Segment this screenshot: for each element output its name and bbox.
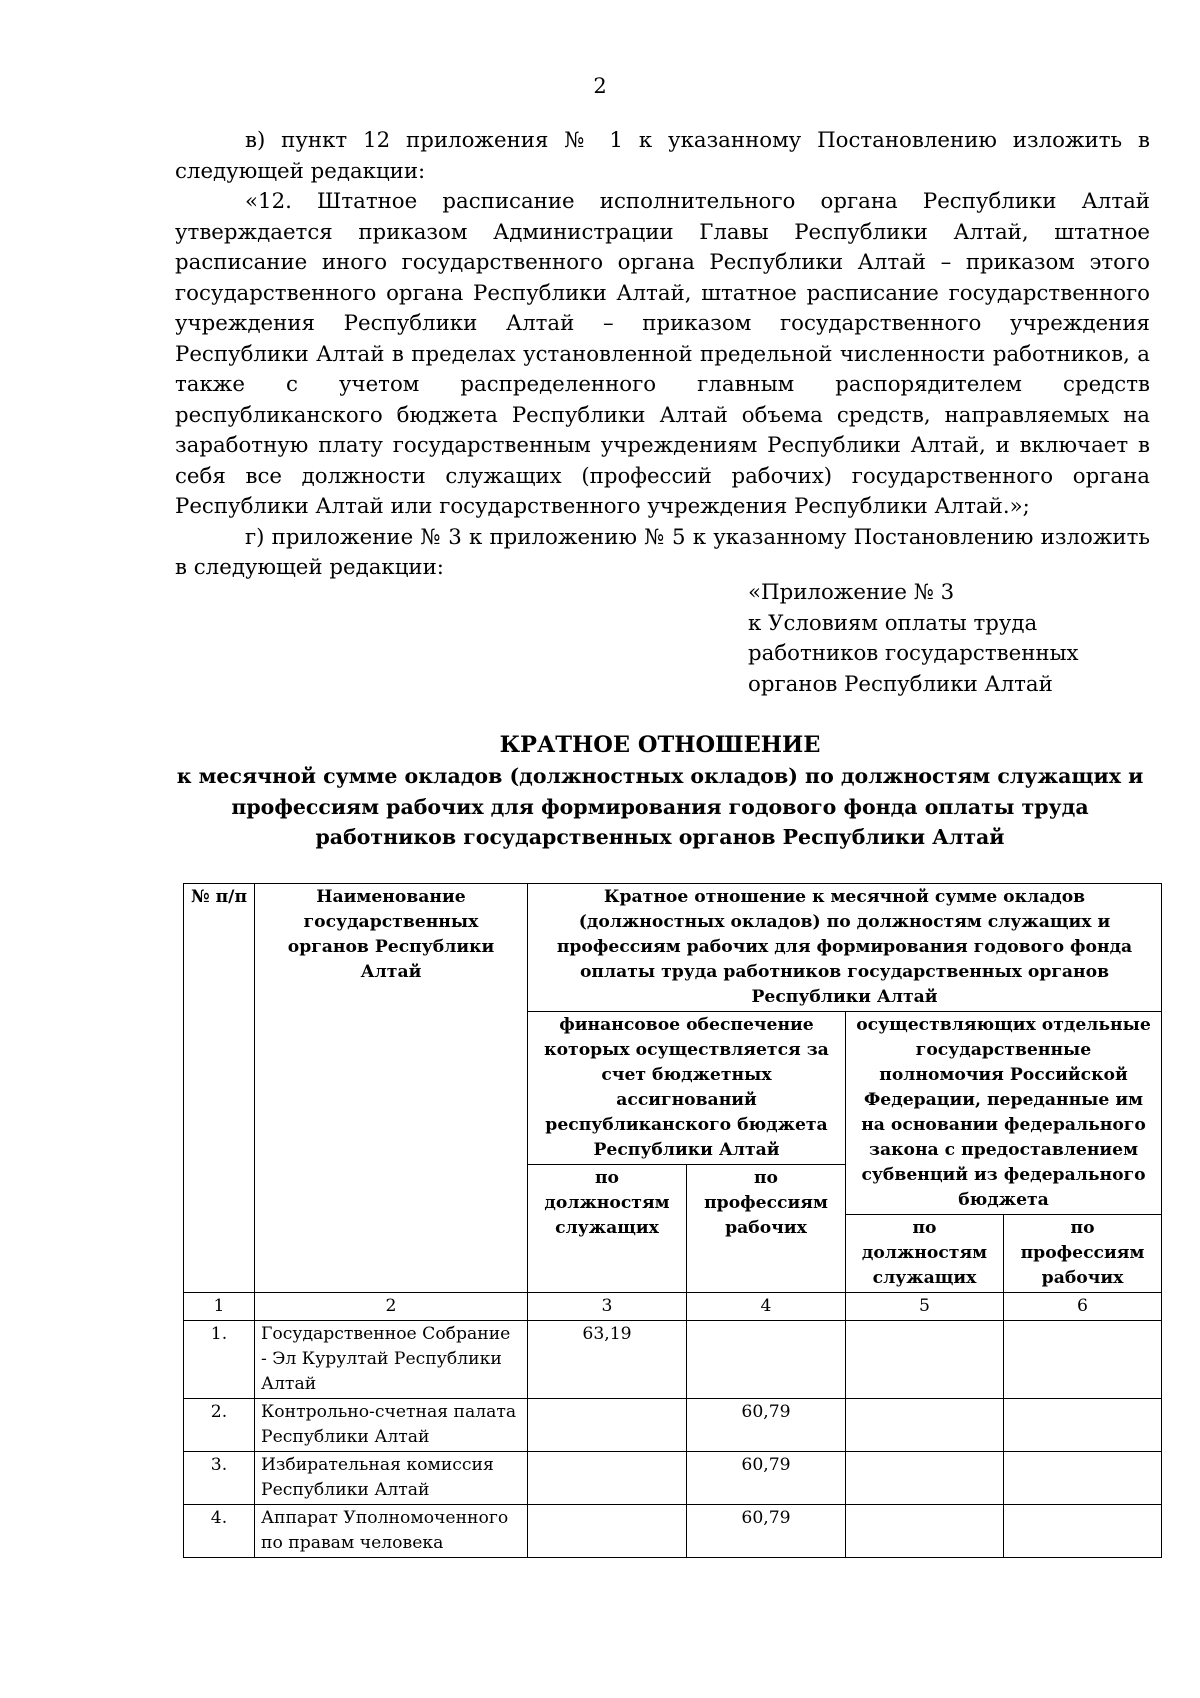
heading-subtitle: к месячной сумме окладов (должностных окладов) по должностям служащих и профессиям рабочих для формирования годового фонда оплаты труда работников государственных органов Республики Алтай [176, 764, 1144, 849]
appendix-line: к Условиям оплаты труда [748, 610, 1038, 636]
row-number: 3. [184, 1452, 255, 1505]
appendix-line: органов Республики Алтай [748, 671, 1053, 697]
row-value-federal-positions [846, 1321, 1004, 1399]
row-organ-name: Контрольно-счетная палата Республики Алтай [255, 1399, 528, 1452]
ratio-table [183, 883, 1162, 1558]
row-value-budget-professions: 60,79 [687, 1452, 846, 1505]
row-value-budget-professions [687, 1321, 846, 1399]
header-name: Наименование государственных органов Республики Алтай [255, 884, 528, 1293]
header-budget-positions: по должностям служащих [528, 1165, 687, 1293]
appendix-reference [748, 578, 1168, 700]
row-value-budget-professions: 60,79 [687, 1399, 846, 1452]
row-value-federal-professions [1004, 1399, 1162, 1452]
row-number: 2. [184, 1399, 255, 1452]
column-number: 4 [687, 1293, 846, 1321]
row-organ-name: Государственное Собрание - Эл Курултай Республики Алтай [255, 1321, 528, 1399]
table-row [184, 1321, 1162, 1399]
heading-title: КРАТНОЕ ОТНОШЕНИЕ [499, 732, 821, 758]
header-group-budget: финансовое обеспечение которых осуществляется за счет бюджетных ассигнований республиканского бюджета Республики Алтай [528, 1012, 846, 1165]
header-federal-professions: по профессиям рабочих [1004, 1215, 1162, 1293]
body-text [175, 126, 1150, 584]
header-num: № п/п [184, 884, 255, 1293]
column-number: 1 [184, 1293, 255, 1321]
row-value-budget-professions: 60,79 [687, 1505, 846, 1558]
appendix-line: работников государственных [748, 641, 1079, 666]
row-value-federal-positions [846, 1452, 1004, 1505]
column-number: 6 [1004, 1293, 1162, 1321]
row-value-budget-positions: 63,19 [528, 1321, 687, 1399]
paragraph-item-v: в) пункт 12 приложения № 1 к указанному Постановлению изложить в следующей редакции: [175, 128, 1150, 184]
paragraph-item-g: г) приложение № 3 к приложению № 5 к указанному Постановлению изложить в следующей редакции: [175, 524, 1150, 580]
row-value-budget-positions [528, 1399, 687, 1452]
document-heading [160, 730, 1160, 853]
column-number: 5 [846, 1293, 1004, 1321]
header-group-federal: осуществляющих отдельные государственные полномочия Российской Федерации, переданные им на основании федерального закона с предоставлением субвенций из федерального бюджета [846, 1012, 1162, 1215]
table-row [184, 1452, 1162, 1505]
row-number: 4. [184, 1505, 255, 1558]
table-row [184, 1399, 1162, 1452]
page-number: 2 [593, 74, 607, 98]
column-numbers-row [184, 1293, 1162, 1321]
row-value-federal-professions [1004, 1452, 1162, 1505]
column-number: 3 [528, 1293, 687, 1321]
paragraph-point-12: «12. Штатное расписание исполнительного органа Республики Алтай утверждается приказом Администрации Главы Республики Алтай, штатное расписание иного государственного органа Республики Алтай – приказом этого государственного органа Республики Алтай, штатное расписание государственного учреждения Республики Алтай – приказом государственного учреждения Республики Алтай в пределах установленной предельной численности работников, а также с учетом распределенного главным распорядителем средств республиканского бюджета Республики Алтай объема средств, направляемых на заработную плату государственным учреждениям Республики Алтай, и включает в себя все должности служащих (профессий рабочих) государственного органа Республики Алтай или государственного учреждения Республики Алтай.»; [175, 189, 1150, 519]
row-organ-name: Избирательная комиссия Республики Алтай [255, 1452, 528, 1505]
row-value-federal-positions [846, 1505, 1004, 1558]
row-organ-name: Аппарат Уполномоченного по правам человека [255, 1505, 528, 1558]
header-federal-positions: по должностям служащих [846, 1215, 1004, 1293]
row-value-federal-positions [846, 1399, 1004, 1452]
appendix-line: «Приложение № 3 [748, 580, 955, 605]
header-ratio: Кратное отношение к месячной сумме окладов (должностных окладов) по должностям служащих и профессиям рабочих для формирования годового фонда оплаты труда работников государственных органов Республики Алтай [528, 884, 1162, 1012]
header-budget-professions: по профессиям рабочих [687, 1165, 846, 1293]
row-value-federal-professions [1004, 1505, 1162, 1558]
row-value-budget-positions [528, 1452, 687, 1505]
row-value-budget-positions [528, 1505, 687, 1558]
row-number: 1. [184, 1321, 255, 1399]
row-value-federal-professions [1004, 1321, 1162, 1399]
column-number: 2 [255, 1293, 528, 1321]
table-row [184, 1505, 1162, 1558]
